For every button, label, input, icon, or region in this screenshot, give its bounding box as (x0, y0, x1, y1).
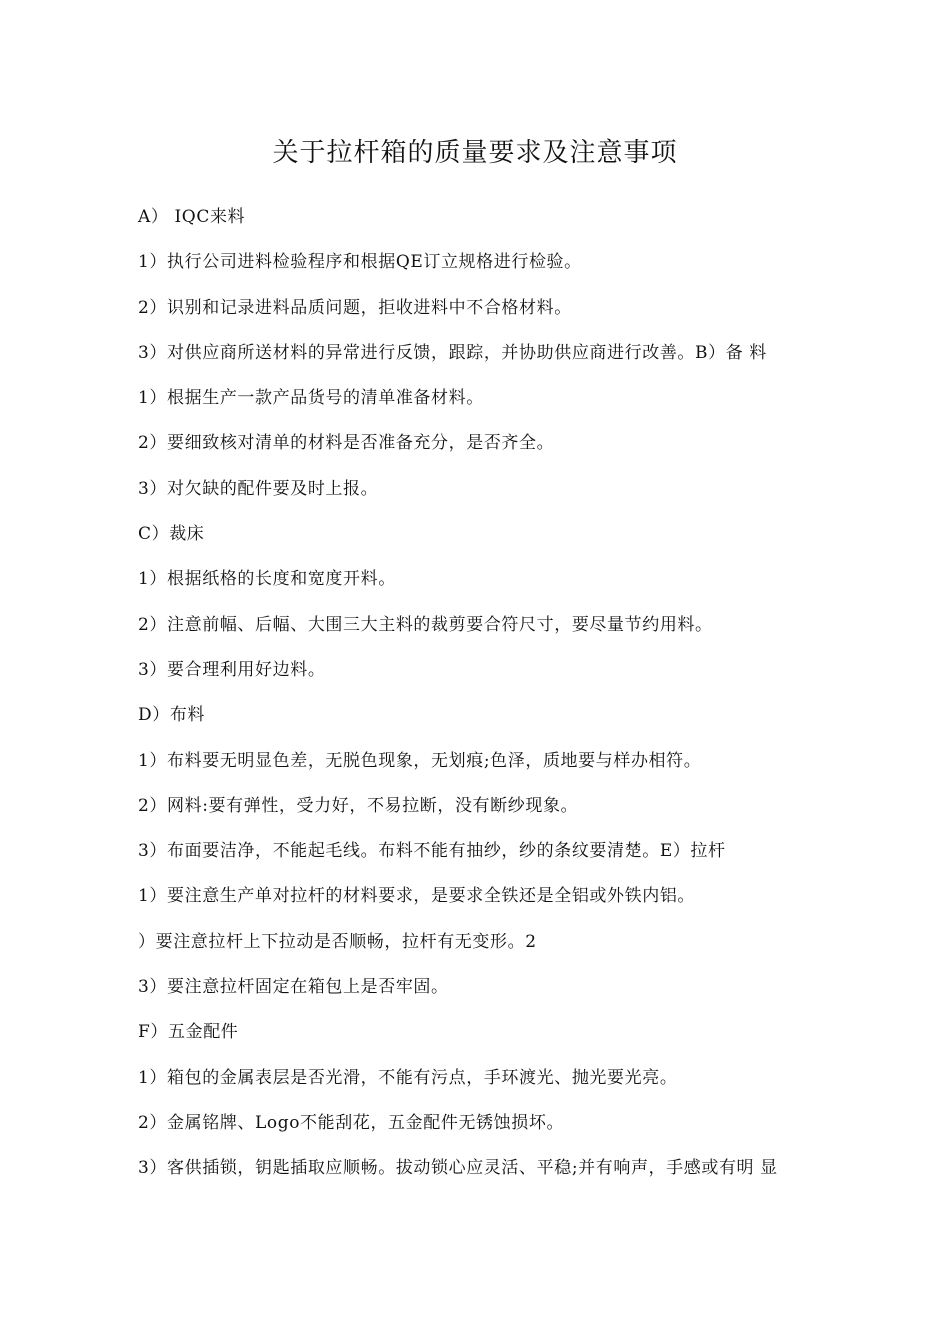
paragraph-line: 1）执行公司进料检验程序和根据QE订立规格进行检验。 (138, 252, 582, 273)
paragraph-line: 3）客供插锁，钥匙插取应顺畅。拔动锁心应灵活、平稳;并有响声，手感或有明 显 (138, 1158, 778, 1179)
paragraph-line: 2）注意前幅、后幅、大围三大主料的裁剪要合符尺寸，要尽量节约用料。 (138, 614, 713, 635)
document-body (138, 205, 858, 1202)
paragraph-line: 1）箱包的金属表层是否光滑，不能有污点，手环渡光、抛光要光亮。 (138, 1067, 678, 1088)
paragraph-line: 1）根据生产一款产品货号的清单准备材料。 (138, 388, 484, 409)
paragraph-line: 1）布料要无明显色差，无脱色现象，无划痕;色泽，质地要与样办相符。 (138, 750, 702, 771)
paragraph-line: 2）金属铭牌、Logo不能刮花，五金配件无锈蚀损坏。 (138, 1112, 565, 1133)
paragraph-line: 2）要细致核对清单的材料是否准备充分，是否齐全。 (138, 433, 555, 454)
document-title: 关于拉杆箱的质量要求及注意事项 (272, 138, 678, 168)
paragraph-line: 2）识别和记录进料品质问题，拒收进料中不合格材料。 (138, 297, 572, 318)
paragraph-line: 3）要注意拉杆固定在箱包上是否牢固。 (138, 977, 449, 998)
paragraph-line: 1）根据纸格的长度和宽度开料。 (138, 569, 396, 590)
paragraph-line: 3）对欠缺的配件要及时上报。 (138, 478, 379, 499)
paragraph-line: 3）布面要洁净，不能起毛线。布料不能有抽纱，纱的条纹要清楚。E）拉杆 (138, 841, 726, 862)
paragraph-line: ）要注意拉杆上下拉动是否顺畅，拉杆有无变形。2 (138, 931, 537, 952)
section-heading-fabric: D）布料 (138, 705, 206, 726)
section-heading-iqc: A） IQC来料 (138, 207, 246, 227)
paragraph-line: 1）要注意生产单对拉杆的材料要求，是要求全铁还是全铝或外铁内铝。 (138, 886, 696, 907)
paragraph-line: 2）网料:要有弹性，受力好，不易拉断，没有断纱现象。 (138, 795, 579, 816)
section-heading-hardware: F）五金配件 (138, 1022, 239, 1043)
paragraph-line: 3）要合理利用好边料。 (138, 659, 326, 680)
section-heading-cutting: C）裁床 (138, 524, 205, 545)
paragraph-line: 3）对供应商所送材料的异常进行反馈，跟踪，并协助供应商进行改善。B）备 料 (138, 342, 767, 363)
